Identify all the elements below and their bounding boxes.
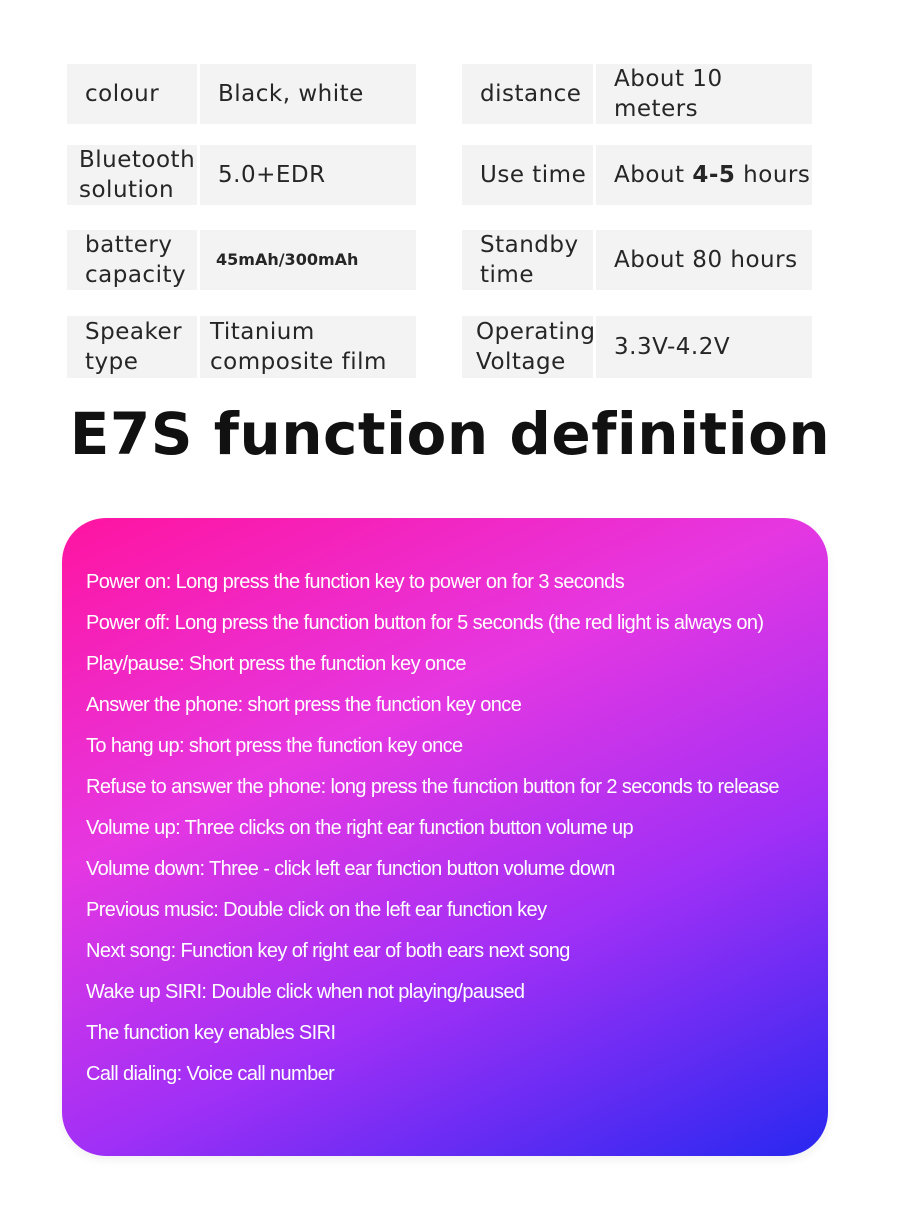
spec-value-voltage: 3.3V-4.2V: [596, 316, 812, 378]
spec-label-standby: Standby time: [462, 230, 593, 290]
spec-label-distance: distance: [462, 64, 593, 124]
function-item: Power on: Long press the function key to power on for 3 seconds: [86, 571, 625, 593]
function-list: [86, 562, 779, 1095]
function-item: Previous music: Double click on the left ear function key: [86, 899, 547, 921]
function-item: Volume down: Three - click left ear function button volume down: [86, 858, 615, 880]
spec-label-use-time: Use time: [462, 145, 593, 205]
function-item: Play/pause: Short press the function key once: [86, 653, 466, 675]
spec-value-colour: Black, white: [200, 64, 416, 124]
spec-label-battery: battery capacity: [67, 230, 197, 290]
spec-value-bluetooth: 5.0+EDR: [200, 145, 416, 205]
function-item: Call dialing: Voice call number: [86, 1063, 335, 1085]
spec-label-speaker: Speaker type: [67, 316, 197, 378]
function-item: Refuse to answer the phone: long press the function button for 2 seconds to release: [86, 776, 779, 798]
spec-value-use-time: [596, 145, 812, 205]
function-item: Answer the phone: short press the function key once: [86, 694, 522, 716]
use-time-bold: 4-5: [692, 162, 736, 188]
use-time-prefix: About: [614, 162, 693, 188]
use-time-suffix: hours: [735, 162, 811, 188]
function-item: Next song: Function key of right ear of both ears next song: [86, 940, 570, 962]
function-item: Power off: Long press the function button for 5 seconds (the red light is always on): [86, 612, 764, 634]
spec-value-standby: About 80 hours: [596, 230, 812, 290]
spec-label-voltage: Operating Voltage: [462, 316, 593, 378]
spec-label-colour: colour: [67, 64, 197, 124]
spec-value-distance: About 10 meters: [596, 64, 812, 124]
function-item: To hang up: short press the function key once: [86, 735, 463, 757]
spec-label-bluetooth: Bluetooth solution: [67, 145, 197, 205]
page-title: E7S function definition: [69, 400, 831, 468]
spec-value-speaker: Titanium composite film: [200, 316, 416, 378]
function-item: Wake up SIRI: Double click when not playing/paused: [86, 981, 525, 1003]
function-definition-card: [62, 518, 828, 1156]
function-item: The function key enables SIRI: [86, 1022, 336, 1044]
spec-value-battery: 45mAh/300mAh: [200, 230, 416, 290]
function-item: Volume up: Three clicks on the right ear function button volume up: [86, 817, 634, 839]
